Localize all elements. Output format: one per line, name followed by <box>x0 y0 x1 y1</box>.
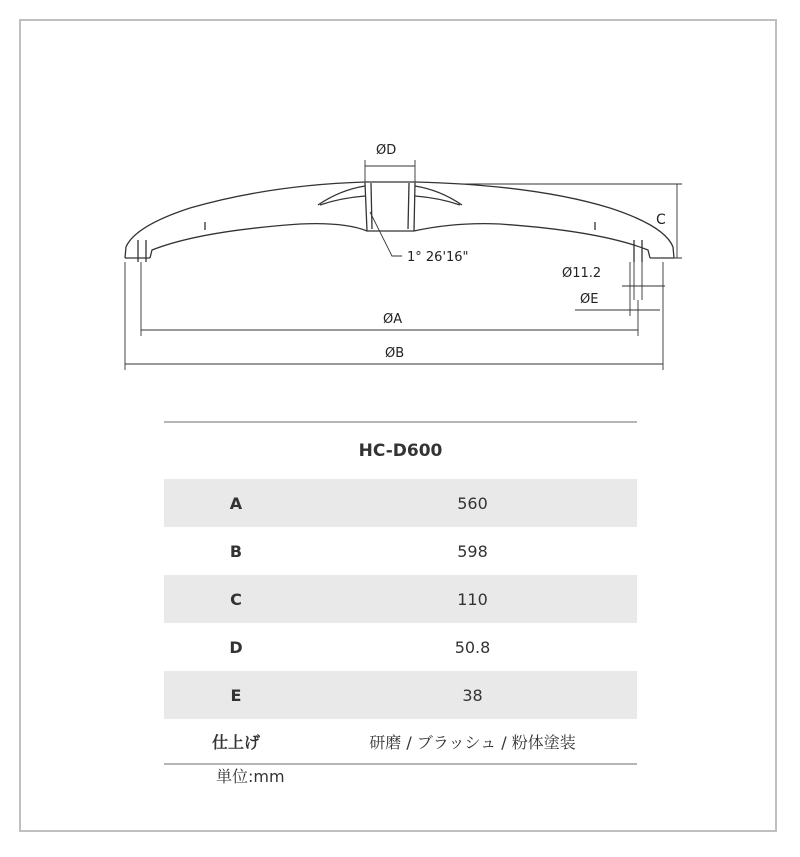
label-dia-a: ØA <box>383 312 403 327</box>
label-angle: 1° 26'16" <box>407 250 469 265</box>
label-dia-d: ØD <box>376 143 397 158</box>
row-value: 560 <box>308 479 637 527</box>
row-value: 110 <box>308 575 637 623</box>
dome-inner-profile <box>150 224 650 258</box>
model-name: HC-D600 <box>164 422 637 479</box>
spec-table <box>164 421 637 765</box>
table-row <box>164 719 637 764</box>
row-key: A <box>164 479 308 527</box>
row-key: E <box>164 671 308 719</box>
table-row <box>164 575 637 623</box>
dome-outer-profile <box>125 182 674 258</box>
row-key: C <box>164 575 308 623</box>
table-row <box>164 527 637 575</box>
row-key: D <box>229 637 243 657</box>
label-dia-b: ØB <box>385 346 405 361</box>
dimension-drawing <box>0 0 800 400</box>
row-value: 研磨 / ブラッシュ / 粉体塗装 <box>308 719 637 764</box>
table-row <box>164 671 637 719</box>
row-value: 38 <box>308 671 637 719</box>
row-key: 仕上げ <box>164 719 308 764</box>
table-row <box>164 623 637 671</box>
label-hole-dia: Ø11.2 <box>562 266 602 281</box>
row-value: 598 <box>457 541 488 561</box>
row-key: B <box>229 541 243 561</box>
label-dia-e: ØE <box>580 292 599 307</box>
unit-note: 単位:mm <box>216 767 285 786</box>
spec-header-row <box>164 422 637 479</box>
table-row <box>164 479 637 527</box>
row-value: 50.8 <box>454 637 491 657</box>
label-c: C <box>656 212 666 228</box>
